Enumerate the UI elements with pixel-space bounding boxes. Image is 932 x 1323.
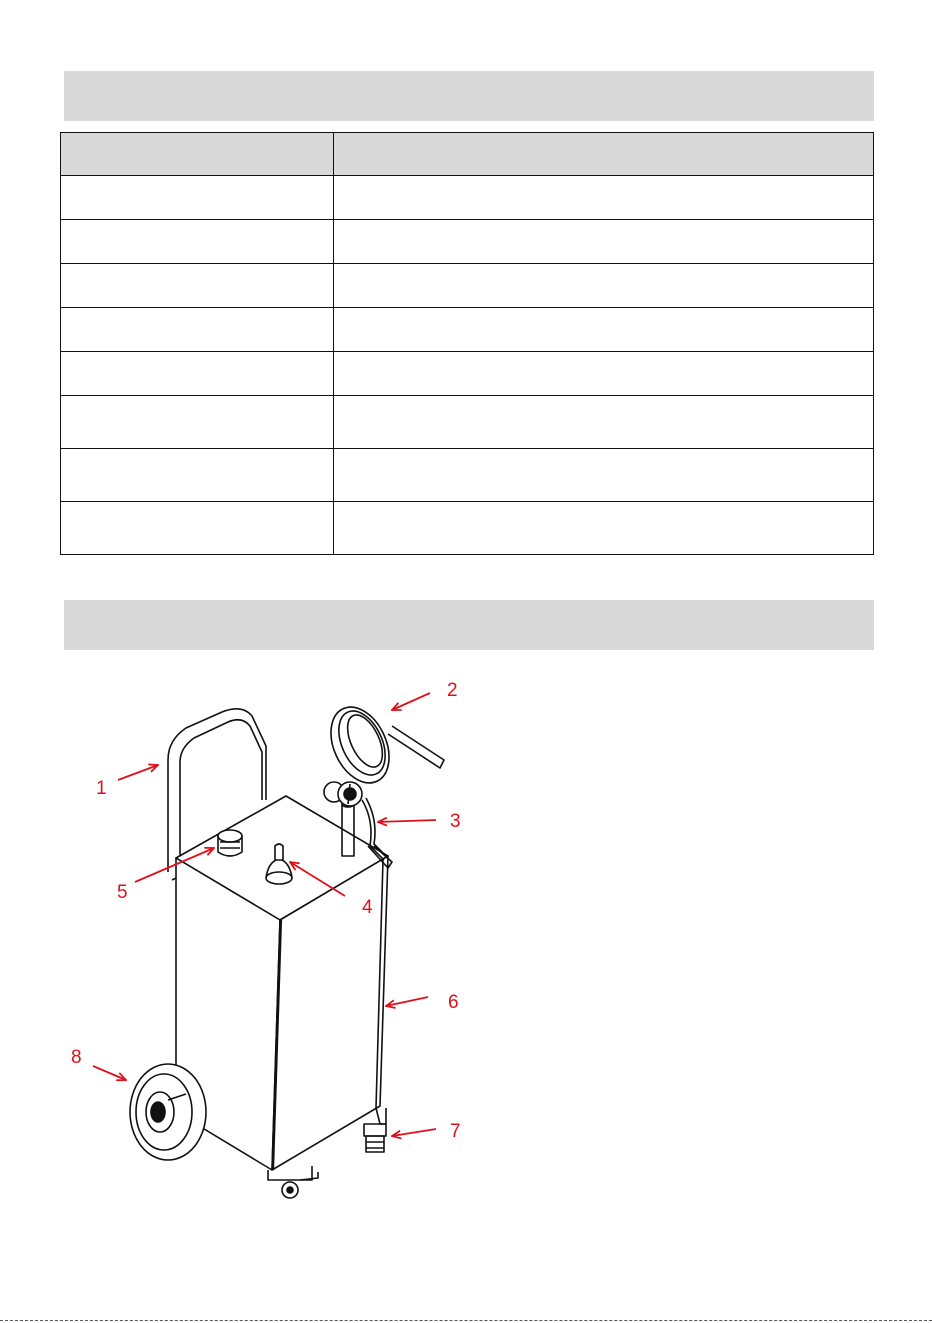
table-cell bbox=[334, 176, 874, 220]
callout-arrow-3 bbox=[378, 820, 436, 822]
table-header-cell bbox=[61, 133, 334, 176]
table-cell bbox=[61, 264, 334, 308]
callout-number-5: 5 bbox=[117, 882, 128, 903]
section-header-2 bbox=[64, 600, 874, 646]
cart-body bbox=[130, 698, 444, 1198]
table-cell bbox=[61, 176, 334, 220]
section-rule-2 bbox=[64, 646, 874, 650]
table-cell bbox=[334, 396, 874, 449]
callout-number-2: 2 bbox=[447, 680, 458, 701]
callout-arrow-1 bbox=[118, 765, 158, 780]
spec-table bbox=[60, 132, 874, 555]
callout-number-6: 6 bbox=[448, 992, 459, 1013]
callout-number-8: 8 bbox=[71, 1047, 82, 1068]
table-cell bbox=[61, 220, 334, 264]
table-header-row bbox=[61, 133, 874, 176]
table-row bbox=[61, 396, 874, 449]
table-row bbox=[61, 176, 874, 220]
callout-number-4: 4 bbox=[362, 897, 373, 918]
table-row bbox=[61, 308, 874, 352]
oil-drainer-diagram bbox=[60, 668, 480, 1213]
table-cell bbox=[334, 352, 874, 396]
table-cell bbox=[334, 449, 874, 502]
page-bottom-rule bbox=[0, 1320, 932, 1321]
table-row bbox=[61, 352, 874, 396]
table-cell bbox=[61, 308, 334, 352]
section-header-1 bbox=[64, 71, 874, 117]
table-cell bbox=[334, 264, 874, 308]
callout-number-1: 1 bbox=[96, 778, 107, 799]
table-row bbox=[61, 264, 874, 308]
callout-number-3: 3 bbox=[450, 811, 461, 832]
table-row bbox=[61, 220, 874, 264]
table-cell bbox=[61, 449, 334, 502]
callout-arrow-8 bbox=[93, 1066, 126, 1080]
table-cell bbox=[334, 308, 874, 352]
callout-arrow-6 bbox=[386, 997, 428, 1006]
table-cell bbox=[334, 502, 874, 555]
table-header-cell bbox=[334, 133, 874, 176]
table-row bbox=[61, 502, 874, 555]
table-cell bbox=[61, 396, 334, 449]
callout-arrow-2 bbox=[392, 693, 430, 710]
table-cell bbox=[61, 502, 334, 555]
table-row bbox=[61, 449, 874, 502]
table-cell bbox=[61, 352, 334, 396]
callout-number-7: 7 bbox=[450, 1121, 461, 1142]
section-rule-1 bbox=[64, 117, 874, 121]
table-cell bbox=[334, 220, 874, 264]
callout-arrow-7 bbox=[392, 1129, 436, 1136]
